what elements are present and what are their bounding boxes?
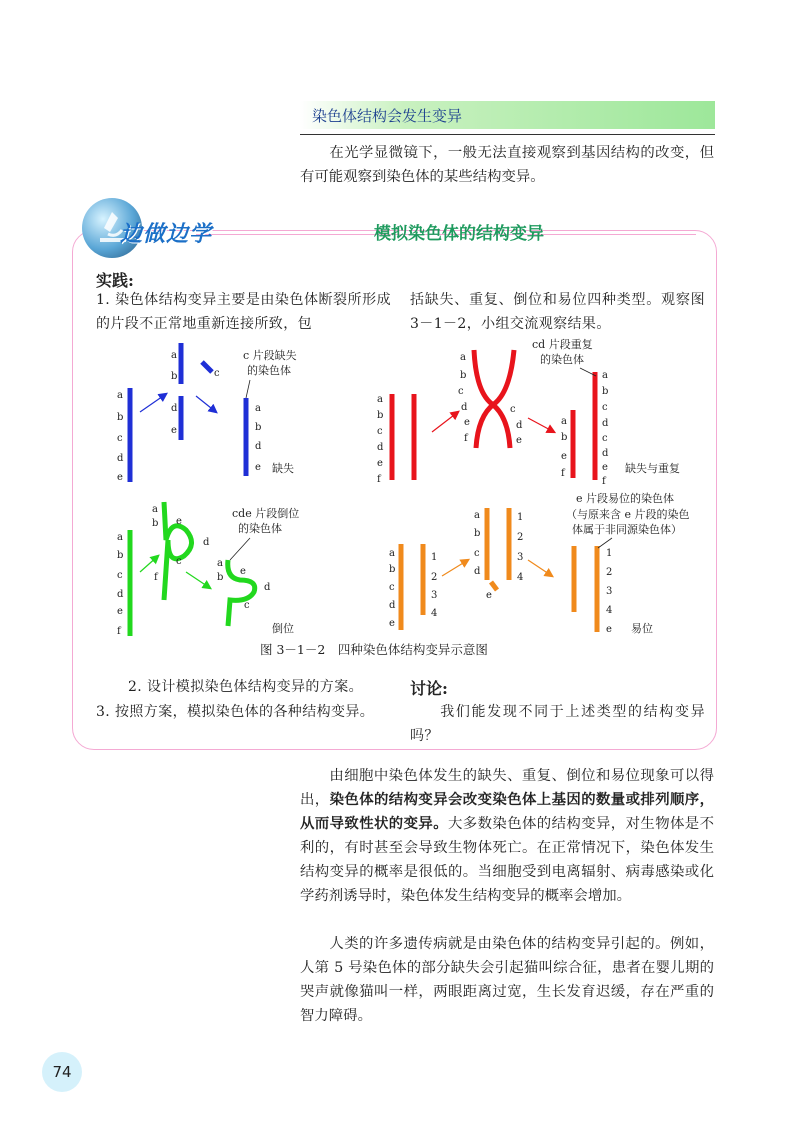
trans-mid-l-label-4: e	[486, 590, 492, 601]
trans-mid-l-label-2: c	[474, 548, 480, 559]
dup-long-label-6: e	[602, 462, 608, 473]
deletion-lost-fragment	[202, 362, 212, 372]
dup-short-label-1: b	[561, 432, 568, 443]
deletion-orig-label-3: d	[117, 453, 124, 464]
dup-pair-label-4: e	[377, 458, 383, 469]
inversion-arrow-1	[140, 556, 158, 572]
inv-orig-label-1: b	[117, 550, 124, 561]
dup-short-label-3: f	[561, 468, 565, 479]
step3-text: 3. 按照方案，模拟染色体的各种结构变异。	[96, 704, 375, 720]
figure-caption: 图 3－1－2 四种染色体结构变异示意图	[260, 642, 488, 657]
inv-result-label-0: a	[217, 558, 223, 569]
inv-orig-label-4: e	[117, 606, 123, 617]
trans-left-label-3: d	[389, 600, 396, 611]
translocation-type-label: 易位	[631, 622, 653, 635]
translocation-note-3: 体属于非同源染色体）	[572, 523, 682, 536]
trans-final-label-0: 1	[606, 548, 613, 559]
inv-loop-label-2: e	[176, 516, 182, 527]
dup-long-label-3: d	[602, 418, 609, 429]
section-title: 染色体结构会发生变异	[312, 107, 463, 125]
inversion-arrow-2	[186, 572, 210, 588]
inv-orig-label-3: d	[117, 589, 124, 600]
inv-result-label-1: b	[217, 572, 224, 583]
discussion-body: 我们能发现不同于上述类型的结构变异吗？	[410, 704, 705, 744]
dup-short-label-2: e	[561, 451, 567, 462]
trans-right-label-0: 1	[431, 552, 438, 563]
trans-left-label-4: e	[389, 618, 395, 629]
deletion-orig-label-4: e	[117, 472, 123, 483]
translocation-panel	[389, 491, 690, 635]
deletion-bottom-label-0: d	[171, 403, 178, 414]
inversion-note-pointer	[230, 538, 250, 560]
dup-cross-r-label-1: d	[516, 420, 523, 431]
dup-cross-r-label-0: c	[510, 404, 516, 415]
dup-long-label-2: c	[602, 402, 608, 413]
dup-long-label-0: a	[602, 370, 608, 381]
deletion-arrow-2	[196, 396, 216, 412]
dup-long-label-5: d	[602, 448, 609, 459]
inversion-panel	[117, 502, 299, 637]
deletion-note-1: c 片段缺失	[243, 349, 297, 362]
dup-cross-r-label-2: e	[516, 435, 522, 446]
page-number: 74	[42, 1052, 82, 1092]
inversion-type-label: 倒位	[272, 622, 294, 635]
duplication-note-2: 的染色体	[540, 353, 584, 366]
trans-mid-r-label-3: 4	[517, 572, 524, 583]
deletion-note-pointer	[246, 380, 250, 398]
deletion-orig-label-1: b	[117, 412, 124, 423]
translocation-broken-fragment	[491, 582, 497, 590]
trans-mid-r-label-1: 2	[517, 532, 524, 543]
deletion-result-label-2: d	[255, 441, 262, 452]
dup-pair-label-1: b	[377, 410, 384, 421]
inversion-note-2: 的染色体	[238, 522, 282, 535]
deletion-note-2: 的染色体	[247, 364, 291, 377]
trans-right-label-2: 3	[431, 590, 438, 601]
trans-left-label-1: b	[389, 564, 396, 575]
translocation-note-2: （与原来含 e 片段的染色	[566, 508, 690, 521]
inv-loop-label-0: a	[152, 504, 158, 515]
trans-mid-l-label-1: b	[474, 528, 481, 539]
dup-long-label-4: c	[602, 433, 608, 444]
dup-cross-label-0: a	[460, 352, 466, 363]
inv-orig-label-0: a	[117, 532, 123, 543]
discussion-heading: 讨论:	[410, 679, 448, 698]
trans-mid-r-label-2: 3	[517, 552, 524, 563]
dup-long-label-7: f	[602, 476, 606, 487]
inv-orig-label-2: c	[117, 570, 123, 581]
body-paragraph-2: 人类的许多遗传病就是由染色体的结构变异引起的。例如，人第 5 号染色体的部分缺失会引起猫叫综合征，患者在婴儿期的哭声就像猫叫一样，两眼距离过宽，生长发育迟缓，存在严重的智力障碍。	[300, 936, 714, 1024]
deletion-piece-label: c	[214, 368, 220, 379]
deletion-top-label-1: b	[171, 371, 178, 382]
dup-pair-label-3: d	[377, 442, 384, 453]
dup-cross-label-4: e	[464, 417, 470, 428]
deletion-result-label-1: b	[255, 422, 262, 433]
translocation-note-1: e 片段易位的染色体	[576, 492, 675, 505]
deletion-result-label-3: e	[255, 462, 261, 473]
inv-loop-label-3: d	[203, 537, 210, 548]
section-rule	[300, 134, 715, 135]
key-conclusion: 染色体的结构变异会改变染色体上基因的数量或排列顺序，从而导致性状的变异。	[300, 792, 714, 832]
duplication-note-1: cd 片段重复	[532, 338, 593, 351]
dup-short-label-0: a	[561, 416, 567, 427]
duplication-panel	[377, 337, 680, 487]
trans-left-label-2: c	[389, 582, 395, 593]
step1-text-right: 括缺失、重复、倒位和易位四种类型。观察图 3－1－2，小组交流观察结果。	[410, 292, 705, 332]
inv-loop-label-4: c	[176, 556, 182, 567]
inv-loop-label-5: f	[154, 572, 158, 583]
trans-final-label-3: 4	[606, 605, 613, 616]
intro-paragraph: 在光学显微镜下，一般无法直接观察到基因结构的改变，但有可能观察到染色体的某些结构变异。	[300, 145, 714, 185]
duplication-arrow-1	[432, 412, 458, 432]
trans-mid-l-label-3: d	[474, 566, 481, 577]
dup-pair-label-2: c	[377, 426, 383, 437]
trans-mid-l-label-0: a	[474, 510, 480, 521]
duplication-type-label: 缺失与重复	[625, 462, 680, 475]
activity-title: 模拟染色体的结构变异	[374, 224, 544, 244]
dup-long-label-1: b	[602, 386, 609, 397]
deletion-top-label-0: a	[171, 350, 177, 361]
step1-text-left: 1. 染色体结构变异主要是由染色体断裂所形成的片段不正常地重新连接所致，包	[96, 292, 391, 332]
duplication-arrow-2	[528, 418, 554, 432]
trans-right-label-1: 2	[431, 572, 438, 583]
trans-right-label-3: 4	[431, 608, 438, 619]
inv-result-label-4: c	[244, 600, 250, 611]
step2-text: 2. 设计模拟染色体结构变异的方案。	[128, 679, 364, 695]
translocation-note-pointer	[598, 538, 612, 548]
translocation-arrow-2	[528, 560, 552, 576]
trans-left-label-0: a	[389, 548, 395, 559]
translocation-arrow-1	[442, 560, 468, 576]
trans-final-label-4: e	[606, 624, 612, 635]
chromosome-variation-figure	[90, 335, 720, 640]
dup-cross-label-1: b	[460, 370, 467, 381]
inv-result-label-3: d	[264, 582, 271, 593]
trans-final-label-2: 3	[606, 586, 613, 597]
dup-cross-label-5: f	[464, 433, 468, 444]
deletion-arrow-1	[140, 394, 166, 412]
activity-label: 边做边学	[120, 222, 213, 247]
deletion-panel	[117, 343, 297, 483]
dup-pair-label-0: a	[377, 394, 383, 405]
deletion-orig-label-0: a	[117, 390, 123, 401]
dup-cross-label-3: d	[461, 402, 468, 413]
inv-orig-label-5: f	[117, 626, 121, 637]
inv-result-label-2: e	[240, 566, 246, 577]
inv-loop-label-1: b	[152, 518, 159, 529]
deletion-type-label: 缺失	[272, 462, 294, 475]
trans-mid-r-label-0: 1	[517, 512, 524, 523]
deletion-result-label-0: a	[255, 403, 261, 414]
trans-final-label-1: 2	[606, 567, 613, 578]
dup-cross-label-2: c	[458, 386, 464, 397]
practice-heading: 实践:	[96, 271, 134, 290]
body-paragraph-1: 由细胞中染色体发生的缺失、重复、倒位和易位现象可以得出，染色体的结构变异会改变染色体上基因的数量或排列顺序，从而导致性状的变异。大多数染色体的结构变异，对生物体是不利的，有时甚至会导致生物体死亡。在正常情况下，染色体发生结构变异的概率是很低的。当细胞受到电离辐射、病毒感染或化学药剂诱导时，染色体发生结构变异的概率会增加。	[300, 768, 714, 904]
deletion-bottom-label-1: e	[171, 425, 177, 436]
dup-pair-label-5: f	[377, 474, 381, 485]
deletion-orig-label-2: c	[117, 433, 123, 444]
inversion-note-1: cde 片段倒位	[232, 507, 300, 520]
